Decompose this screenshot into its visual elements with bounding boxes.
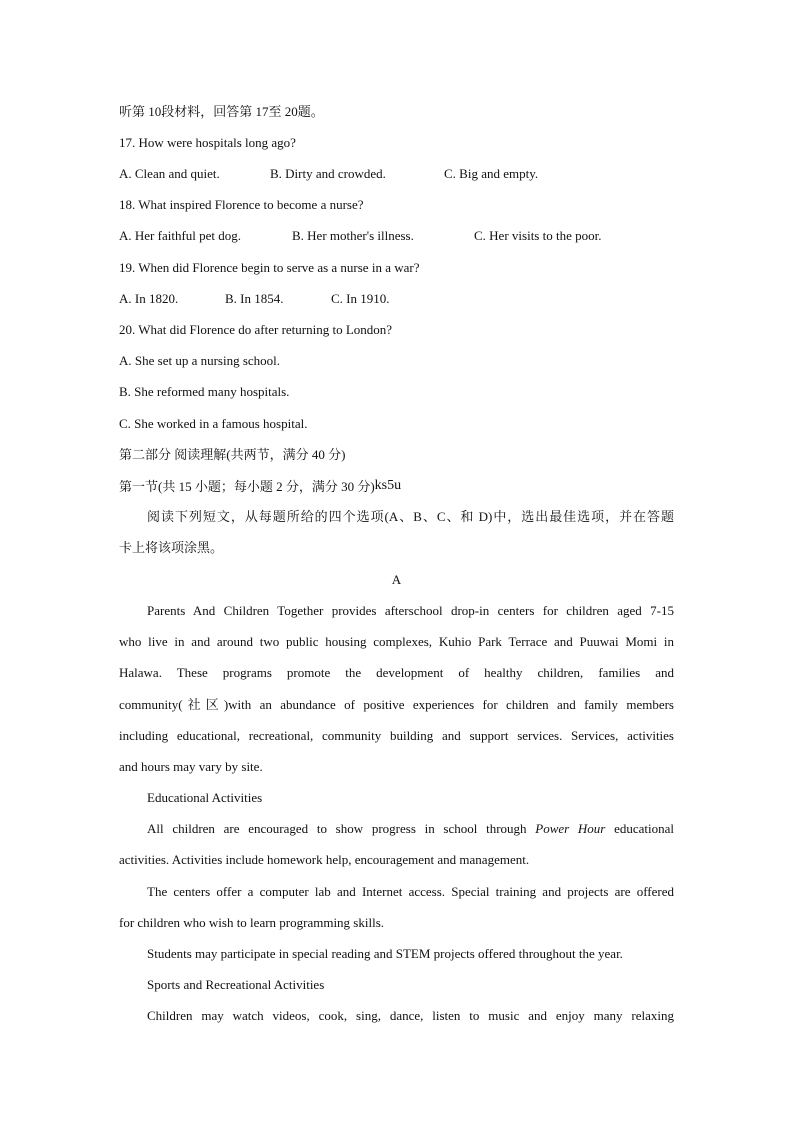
section-title-text: 第一节(共 15 小题；每小题 2 分，满分 30 分) [119,479,375,494]
paragraph-line: including educational, recreational, community building and support services. Services, activities [119,728,674,743]
question-17-stem: 17. How were hospitals long ago? [119,135,296,150]
edu-paragraph-1-line-2: activities. Activities include homework help, encouragement and management. [119,852,530,867]
q20-option-b: B. She reformed many hospitals. [119,384,290,399]
sports-paragraph-1-line-1: Children may watch videos, cook, sing, dance, listen to music and enjoy many relaxing [147,1008,674,1023]
question-18-stem: 18. What inspired Florence to become a nurse? [119,197,364,212]
edu-paragraph-1-line-1 [147,821,674,837]
q20-option-a: A. She set up a nursing school. [119,353,281,368]
heading-educational: Educational Activities [147,790,263,805]
section-title [119,478,401,495]
paragraph-line: and hours may vary by site. [119,759,263,774]
q17-option-a: A. Clean and quiet. [119,166,220,181]
power-hour-italic: Power Hour [535,821,606,836]
part-title: 第二部分 阅读理解(共两节，满分 40 分) [119,447,346,462]
edu-paragraph-3: Students may participate in special reading and STEM projects offered throughout the year. [147,946,623,961]
listening-intro: 听第 10段材料，回答第 17至 20题。 [119,104,324,119]
q20-option-c: C. She worked in a famous hospital. [119,416,308,431]
instruction-line-2: 卡上将该项涂黑。 [119,540,224,555]
passage-label: A [391,572,402,587]
q18-option-b: B. Her mother's illness. [292,228,414,243]
q18-option-c: C. Her visits to the poor. [474,228,602,243]
ks5u-watermark: ks5u [374,478,402,493]
heading-sports: Sports and Recreational Activities [147,977,325,992]
q17-option-b: B. Dirty and crowded. [270,166,386,181]
q19-option-b: B. In 1854. [225,291,284,306]
question-20-stem: 20. What did Florence do after returning to London? [119,322,393,337]
instruction-line-1: 阅读下列短文，从每题所给的四个选项(A、B、C、和 D)中，选出最佳选项，并在答题 [147,509,674,524]
edu-p1-text-end: educational [605,821,674,836]
paragraph-line: Parents And Children Together provides afterschool drop-in centers for children aged 7-15 [147,603,674,618]
paragraph-line: Halawa. These programs promote the development of healthy children, families and [119,665,674,680]
q19-option-a: A. In 1820. [119,291,179,306]
paragraph-line: community(社区)with an abundance of positive experiences for children and family members [119,697,674,712]
edu-p1-text: All children are encouraged to show progress in school through [147,821,536,836]
edu-paragraph-2-line-2: for children who wish to learn programming skills. [119,915,385,930]
q18-option-a: A. Her faithful pet dog. [119,228,242,243]
paragraph-line: who live in and around two public housing complexes, Kuhio Park Terrace and Puuwai Momi in [119,634,674,649]
q17-option-c: C. Big and empty. [444,166,539,181]
question-19-stem: 19. When did Florence begin to serve as a nurse in a war? [119,260,420,275]
edu-paragraph-2-line-1: The centers offer a computer lab and Internet access. Special training and projects are offered [147,884,674,899]
q19-option-c: C. In 1910. [331,291,390,306]
